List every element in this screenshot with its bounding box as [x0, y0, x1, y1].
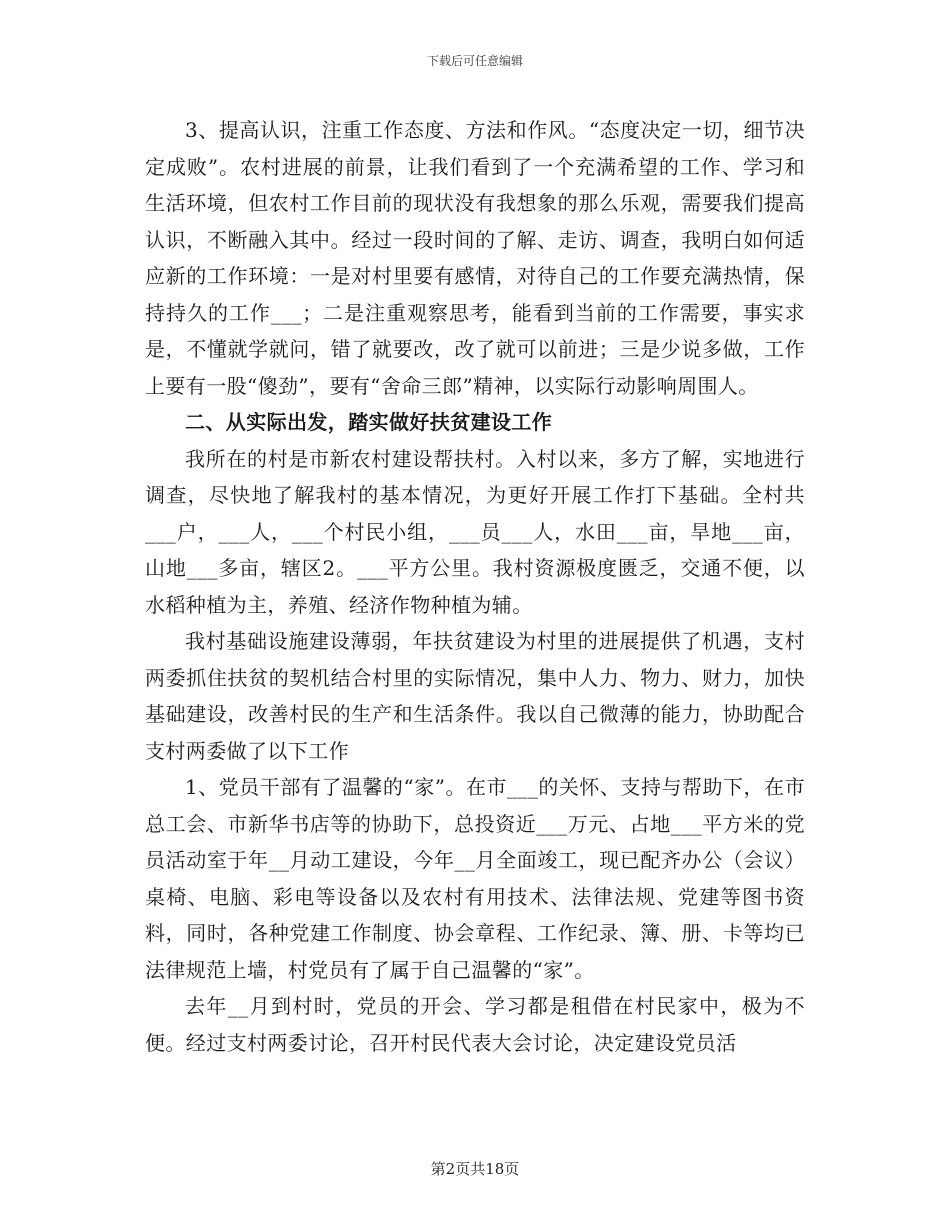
document-body: [145, 112, 805, 1061]
paragraph-infrastructure: 我村基础设施建设薄弱，年扶贫建设为村里的进展提供了机遇，支村两委抓住扶贫的契机结合村里的实际情况，集中人力、物力、财力，加快基础建设，改善村民的生产和生活条件。我以自己微薄的能力，协助配合支村两委做了以下工作: [145, 629, 805, 763]
paragraph-last-year: 去年__月到村时，党员的开会、学习都是租借在村民家中，极为不便。经过支村两委讨论，召开村民代表大会讨论，决定建设党员活: [145, 994, 805, 1055]
page-header: 下载后可任意编辑: [426, 54, 523, 68]
paragraph-village-overview: 我所在的村是市新农村建设帮扶村。入村以来，多方了解，实地进行调查，尽快地了解我村的基本情况，为更好开展工作打下基础。全村共___户，___人，___个村民小组，___员___人，水田___亩，旱地___亩，山地___多亩，辖区2。___平方公里。我村资源极度匮乏，交通不便，以水稻种植为主，养殖、经济作物种植为辅。: [145, 446, 805, 617]
paragraph-party-home: 1、党员干部有了温馨的“家”。在市___的关怀、支持与帮助下，在市总工会、市新华书店等的协助下，总投资近___万元、占地___平方米的党员活动室于年__月动工建设，今年__月全面竣工，现已配齐办公（会议）桌椅、电脑、彩电等设备以及农村有用技术、法律法规、党建等图书资料，同时，各种党建工作制度、协会章程、工作纪录、簿、册、卡等均已法律规范上墙，村党员有了属于自己温馨的“家”。: [145, 775, 805, 982]
page-footer: 第2页共18页: [430, 1160, 520, 1178]
section-heading: 二、从实际出发，踏实做好扶贫建设工作: [185, 410, 553, 434]
paragraph-attitude: 3、提高认识，注重工作态度、方法和作风。“态度决定一切，细节决定成败”。农村进展的前景，让我们看到了一个充满希望的工作、学习和生活环境，但农村工作目前的现状没有我想象的那么乐观，需要我们提高认识，不断融入其中。经过一段时间的了解、走访、调查，我明白如何适应新的工作环境：一是对村里要有感情，对待自己的工作要充满热情，保持持久的工作___；二是注重观察思考，能看到当前的工作需要，事实求是，不懂就学就问，错了就要改，改了就可以前进；三是少说多做，工作上要有一股“傻劲”，要有“舍命三郎”精神，以实际行动影响周围人。: [145, 118, 805, 398]
